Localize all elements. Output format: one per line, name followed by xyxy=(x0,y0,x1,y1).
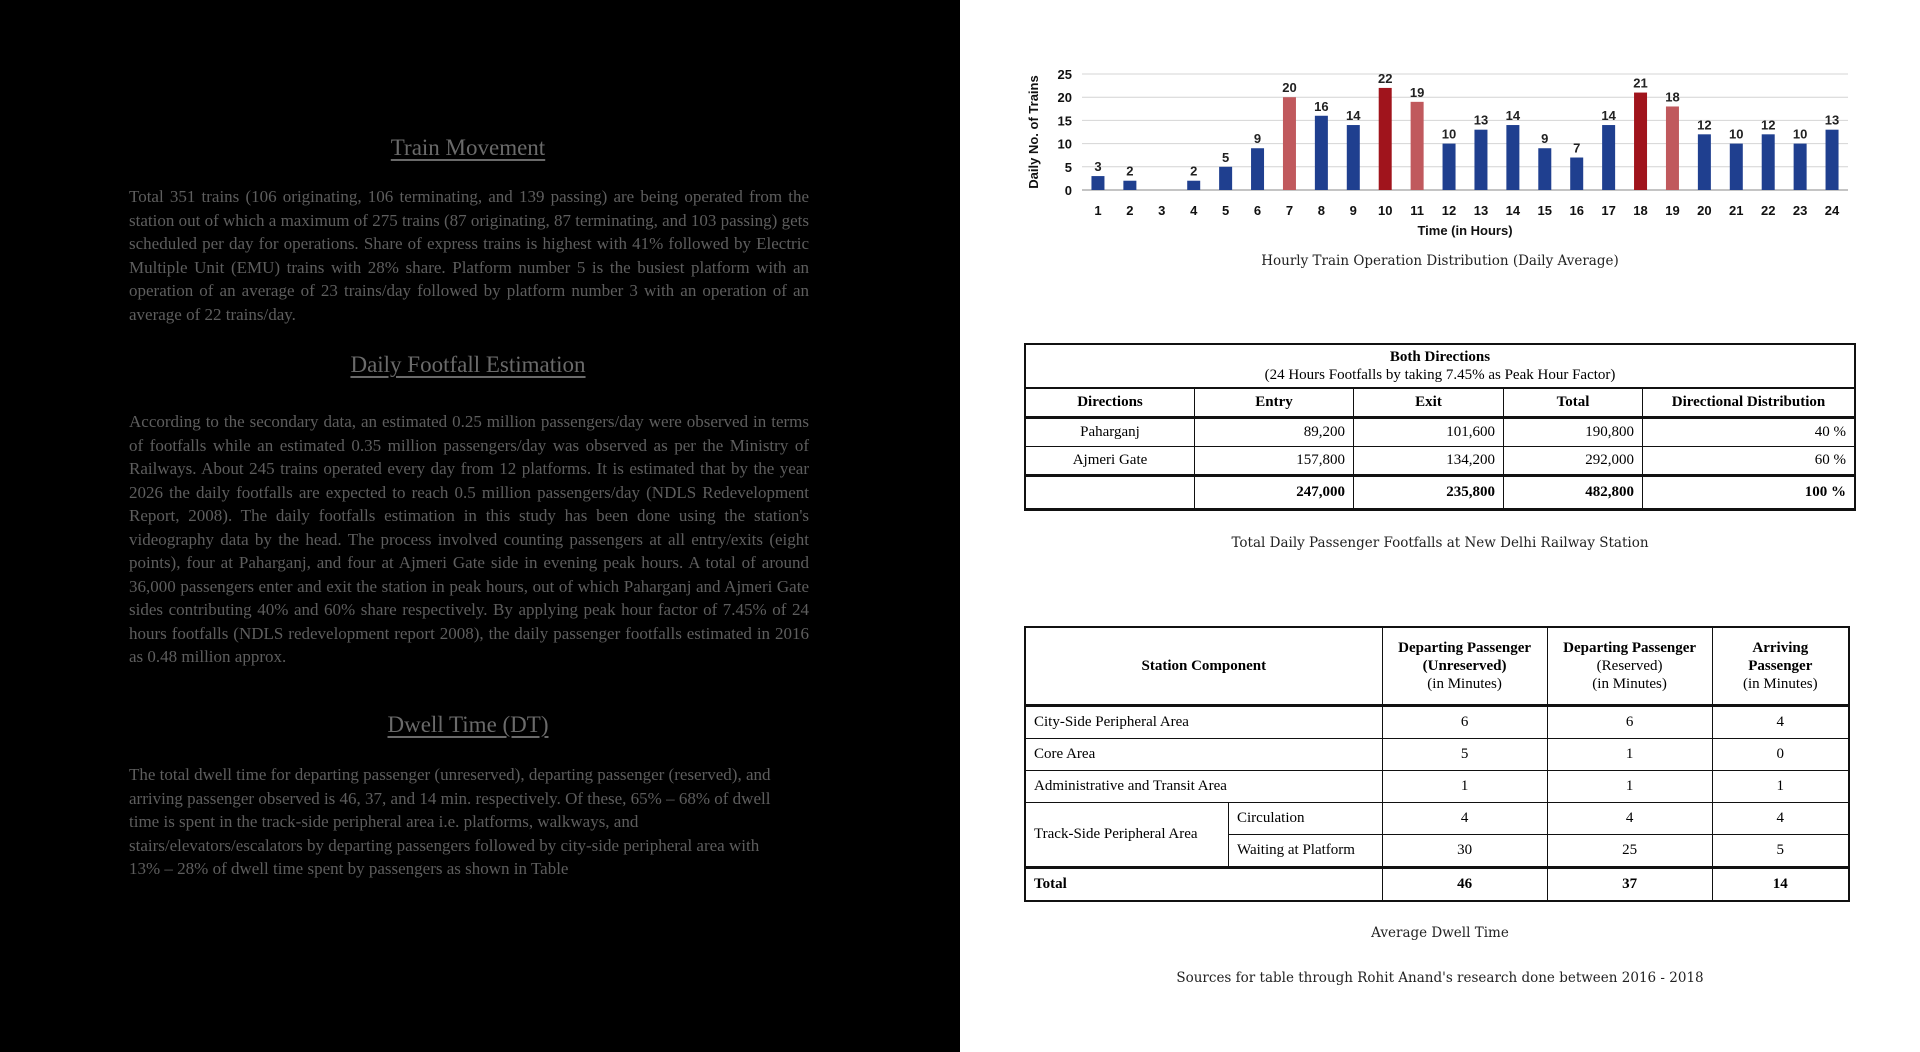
x-tick-label: 16 xyxy=(1569,203,1584,218)
y-tick-label: 0 xyxy=(1064,183,1072,198)
y-tick-label: 10 xyxy=(1057,136,1072,152)
bar xyxy=(1538,148,1551,190)
x-tick-label: 14 xyxy=(1505,203,1521,218)
dwell-subrow-name: Waiting at Platform xyxy=(1229,835,1383,868)
dwell-header-departing-reserved xyxy=(1547,627,1712,706)
dwell-cell: 6 xyxy=(1547,706,1712,739)
dwell-cell: 4 xyxy=(1712,803,1849,835)
dwell-header-component: Station Component xyxy=(1025,627,1382,706)
data-label: 12 xyxy=(1760,117,1776,133)
bar xyxy=(1443,144,1456,190)
data-label: 14 xyxy=(1346,108,1361,124)
paragraph-train-movement: Total 351 trains (106 originating, 106 terminating, and 139 passing) are being operated from the station out of which a maximum of 275 trains (87 originating, 87 terminating, and 103 passing) gets scheduled per day for operations. Share of express trains is highest with 41% followed by Electric Multiple Unit (EMU) trains with 28% share. Platform number 5 is the busiest platform with an operation of an average of 23 trains/day followed by platform number 3 with an operation of an average of 22 trains/day. xyxy=(129,187,809,324)
dwell-cell: 6 xyxy=(1382,706,1547,739)
footfall-caption: Total Daily Passenger Footfalls at New Delhi Railway Station xyxy=(1231,535,1649,551)
dwell-total-cell: 14 xyxy=(1712,868,1849,902)
dwell-cell: 1 xyxy=(1382,771,1547,803)
table-row xyxy=(1025,447,1855,476)
y-tick-label: 15 xyxy=(1057,113,1072,129)
bar xyxy=(1698,134,1711,190)
dwell-header-arriving xyxy=(1712,627,1849,706)
dwell-total-row xyxy=(1025,868,1849,902)
data-label: 10 xyxy=(1729,126,1744,142)
dwell-caption: Average Dwell Time xyxy=(1371,925,1509,941)
dwell-header-text: (in Minutes) xyxy=(1743,676,1818,692)
data-label: 10 xyxy=(1441,126,1457,142)
footfall-total-cell: 247,000 xyxy=(1195,476,1354,510)
data-label: 13 xyxy=(1473,112,1489,128)
x-tick-label: 17 xyxy=(1601,203,1616,218)
dwell-total-cell: 37 xyxy=(1547,868,1712,902)
data-label: 10 xyxy=(1792,126,1808,142)
data-label: 2 xyxy=(1126,163,1134,179)
x-tick-label: 13 xyxy=(1473,203,1489,218)
bar xyxy=(1411,102,1424,190)
dwell-cell: 4 xyxy=(1547,803,1712,835)
dwell-cell: 5 xyxy=(1382,739,1547,771)
data-label: 16 xyxy=(1314,98,1329,114)
x-tick-label: 22 xyxy=(1760,203,1776,218)
bar xyxy=(1347,125,1360,190)
paragraph-dwell-time: The total dwell time for departing passenger (unreserved), departing passenger (reserved), and arriving passenger observed is 46, 37, and 14 min. respectively. Of these, 65% – 68% of dwell time is spent in the track-side peripheral area i.e. platforms, walkways, and stairs/elevators/escalators by departing passengers followed by city-side peripheral area with 13% – 28% of dwell time spent by passengers as shown in Table xyxy=(129,765,771,878)
bar xyxy=(1826,130,1839,190)
dwell-header-text: (Reserved) xyxy=(1596,658,1663,674)
footfall-title-line2: (24 Hours Footfalls by taking 7.45% as Peak Hour Factor) xyxy=(1264,367,1616,383)
dwell-total-label: Total xyxy=(1025,868,1382,902)
x-tick-label: 8 xyxy=(1317,203,1325,218)
footfall-cell: Paharganj xyxy=(1025,418,1195,447)
dwell-cell: 0 xyxy=(1712,739,1849,771)
footfall-cell: 157,800 xyxy=(1195,447,1354,476)
heading-dwell-time: Dwell Time (DT) xyxy=(387,712,549,737)
footfall-table xyxy=(1024,343,1856,511)
footfall-total-cell: 100 % xyxy=(1643,476,1856,510)
data-label: 20 xyxy=(1282,80,1297,96)
x-tick-label: 4 xyxy=(1190,203,1198,218)
x-tick-label: 21 xyxy=(1729,203,1744,218)
dwell-cell: 25 xyxy=(1547,835,1712,868)
bar xyxy=(1379,88,1392,190)
data-label: 22 xyxy=(1377,70,1393,86)
data-label: 21 xyxy=(1633,75,1648,91)
dwell-header-text: Arriving Passenger xyxy=(1748,640,1813,674)
bar xyxy=(1251,148,1264,190)
data-label: 3 xyxy=(1094,159,1102,175)
footfall-header-total: Total xyxy=(1504,388,1643,418)
table-row xyxy=(1025,771,1849,803)
x-tick-label: 10 xyxy=(1377,203,1393,218)
data-label: 2 xyxy=(1190,163,1198,179)
footfall-total-cell: 482,800 xyxy=(1504,476,1643,510)
dwell-header-departing-unreserved xyxy=(1382,627,1547,706)
dwell-cell: 5 xyxy=(1712,835,1849,868)
bar xyxy=(1219,167,1232,190)
bar xyxy=(1315,116,1328,190)
footfall-cell: 134,200 xyxy=(1354,447,1504,476)
dwell-header-text: Departing Passenger xyxy=(1398,640,1532,656)
data-label: 18 xyxy=(1665,89,1680,105)
y-tick-label: 20 xyxy=(1057,90,1072,106)
footfall-header-directions: Directions xyxy=(1025,388,1195,418)
footfall-cell: 60 % xyxy=(1643,447,1856,476)
dwell-row-name: Track-Side Peripheral Area xyxy=(1025,803,1229,868)
data-label: 14 xyxy=(1505,108,1521,124)
table-row xyxy=(1025,418,1855,447)
footfall-cell: 292,000 xyxy=(1504,447,1643,476)
bar xyxy=(1506,125,1519,190)
y-tick-label: 25 xyxy=(1057,67,1072,82)
bar xyxy=(1762,134,1775,190)
footfall-total-cell xyxy=(1025,476,1195,510)
footfall-title-line1: Both Directions xyxy=(1389,349,1491,365)
footfall-cell: 101,600 xyxy=(1354,418,1504,447)
data-label: 13 xyxy=(1824,112,1840,128)
dwell-cell: 1 xyxy=(1712,771,1849,803)
x-tick-label: 9 xyxy=(1349,203,1357,218)
bar xyxy=(1283,97,1296,190)
heading-train-movement: Train Movement xyxy=(390,135,546,160)
dwell-cell: 1 xyxy=(1547,771,1712,803)
bar xyxy=(1123,181,1136,190)
footfall-total-row xyxy=(1025,476,1855,510)
footfall-cell: 89,200 xyxy=(1195,418,1354,447)
y-tick-label: 5 xyxy=(1064,159,1072,175)
table-row xyxy=(1025,739,1849,771)
x-tick-label: 18 xyxy=(1633,203,1648,218)
footfall-cell: Ajmeri Gate xyxy=(1025,447,1195,476)
footfall-header-exit: Exit xyxy=(1354,388,1504,418)
paragraph-daily-footfall: According to the secondary data, an estimated 0.25 million passengers/day were observed in terms of footfalls while an estimated 0.35 million passengers/day was observed as per the Ministry of Railways. About 245 trains operated every day from 12 platforms. It is estimated that by the year 2026 the daily footfalls are expected to reach 0.5 million passengers/day (NDLS Redevelopment Report, 2008). The daily footfalls estimation in this study has been done using the station's videography data by the head. The process involved counting passengers at all entry/exits (eight points), four at Paharganj, and four at Ajmeri Gate side in evening peak hours. A total of around 36,000 passengers enter and exit the station in peak hours, out of which Paharganj and Ajmeri Gate sides contributing 40% and 60% share respectively. By applying peak hour factor of 7.45% of 24 hours footfalls (NDLS redevelopment report 2008), the daily passenger footfalls estimated in 2016 as 0.48 million approx. xyxy=(129,412,809,666)
dwell-row-name: City-Side Peripheral Area xyxy=(1025,706,1382,739)
x-tick-label: 3 xyxy=(1158,203,1166,218)
hourly-train-bar-chart xyxy=(1020,58,1860,248)
bar xyxy=(1187,181,1200,190)
x-tick-label: 2 xyxy=(1126,203,1134,218)
dwell-header-text: Departing Passenger xyxy=(1563,640,1697,656)
footfall-total-cell: 235,800 xyxy=(1354,476,1504,510)
data-label: 19 xyxy=(1409,84,1425,100)
bar xyxy=(1666,106,1679,190)
x-axis-title: Time (in Hours) xyxy=(1417,223,1513,238)
table-row xyxy=(1025,803,1849,835)
x-tick-label: 24 xyxy=(1824,203,1840,218)
x-tick-label: 19 xyxy=(1665,203,1680,218)
footfall-cell: 40 % xyxy=(1643,418,1856,447)
data-label: 7 xyxy=(1573,140,1581,156)
footfall-header-distribution: Directional Distribution xyxy=(1643,388,1856,418)
x-tick-label: 5 xyxy=(1222,203,1230,218)
sources-note: Sources for table through Rohit Anand's research done between 2016 - 2018 xyxy=(1176,970,1704,986)
bar xyxy=(1570,158,1583,190)
bar xyxy=(1634,93,1647,190)
dwell-total-cell: 46 xyxy=(1382,868,1547,902)
footfall-header-entry: Entry xyxy=(1195,388,1354,418)
dwell-row-name: Administrative and Transit Area xyxy=(1025,771,1382,803)
dwell-header-text: (in Minutes) xyxy=(1427,676,1502,692)
dwell-header-text: (Unreserved) xyxy=(1422,658,1507,674)
table-row xyxy=(1025,706,1849,739)
bar xyxy=(1602,125,1615,190)
x-tick-label: 11 xyxy=(1410,203,1424,218)
dwell-row-name: Core Area xyxy=(1025,739,1382,771)
chart-caption: Hourly Train Operation Distribution (Daily Average) xyxy=(1261,253,1619,269)
x-tick-label: 1 xyxy=(1094,203,1102,218)
dwell-time-table xyxy=(1024,626,1850,902)
data-label: 12 xyxy=(1697,117,1712,133)
dwell-subrow-name: Circulation xyxy=(1229,803,1383,835)
data-label: 9 xyxy=(1541,131,1549,147)
heading-daily-footfall: Daily Footfall Estimation xyxy=(350,352,586,377)
footfall-table-title xyxy=(1025,344,1855,388)
x-tick-label: 20 xyxy=(1697,203,1712,218)
bar xyxy=(1091,176,1104,190)
y-axis-title: Daily No. of Trains xyxy=(1026,75,1041,189)
bar xyxy=(1474,130,1487,190)
bar xyxy=(1730,144,1743,190)
data-label: 9 xyxy=(1253,131,1262,147)
dwell-cell: 1 xyxy=(1547,739,1712,771)
x-tick-label: 23 xyxy=(1792,203,1808,218)
data-label: 5 xyxy=(1222,149,1230,165)
x-tick-label: 15 xyxy=(1537,203,1553,218)
dwell-cell: 4 xyxy=(1712,706,1849,739)
x-tick-label: 12 xyxy=(1441,203,1457,218)
bar xyxy=(1794,144,1807,190)
x-tick-label: 6 xyxy=(1253,203,1262,218)
dwell-cell: 4 xyxy=(1382,803,1547,835)
dwell-header-text: (in Minutes) xyxy=(1592,676,1667,692)
data-label: 14 xyxy=(1601,108,1616,124)
dwell-cell: 30 xyxy=(1382,835,1547,868)
x-tick-label: 7 xyxy=(1285,203,1294,218)
footfall-cell: 190,800 xyxy=(1504,418,1643,447)
